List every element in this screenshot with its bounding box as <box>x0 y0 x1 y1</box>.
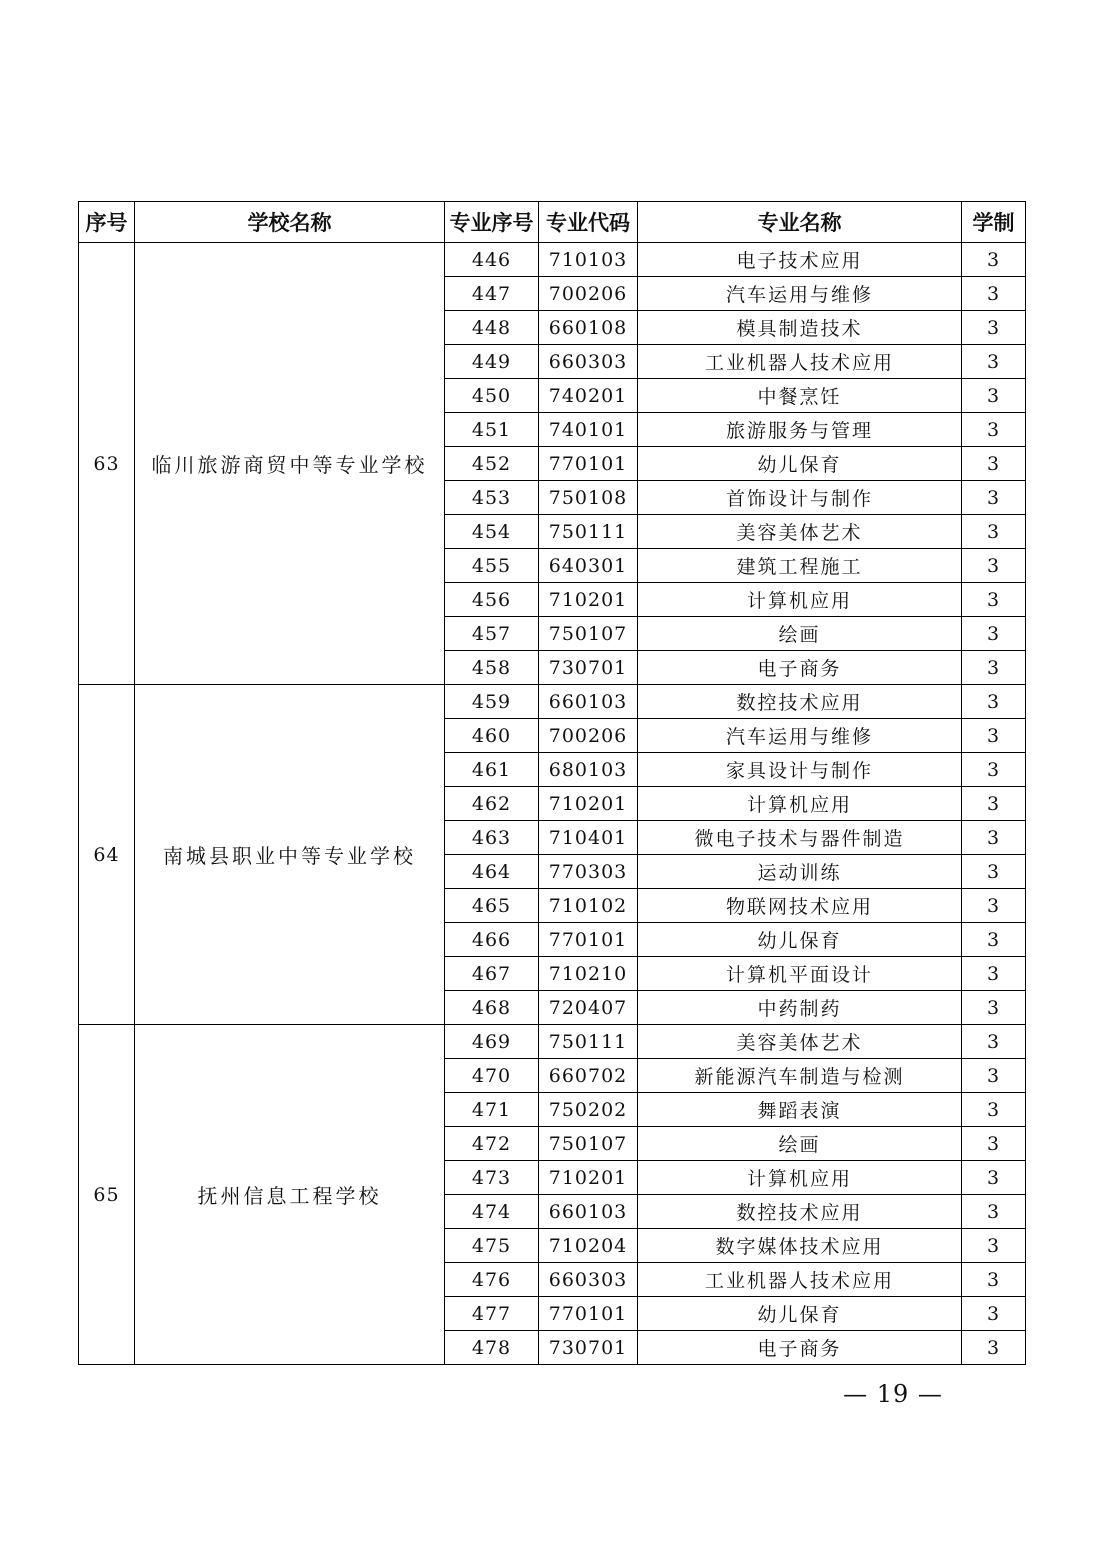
major-name-cell: 微电子技术与器件制造 <box>638 821 962 855</box>
major-index-cell: 457 <box>445 617 539 651</box>
major-index-cell: 471 <box>445 1093 539 1127</box>
major-code-cell: 660103 <box>539 1195 638 1229</box>
major-index-cell: 450 <box>445 379 539 413</box>
major-name-cell: 汽车运用与维修 <box>638 277 962 311</box>
major-name-cell: 绘画 <box>638 617 962 651</box>
major-code-cell: 710401 <box>539 821 638 855</box>
major-code-cell: 750202 <box>539 1093 638 1127</box>
duration-cell: 3 <box>962 957 1026 991</box>
major-code-cell: 740101 <box>539 413 638 447</box>
major-code-cell: 680103 <box>539 753 638 787</box>
major-index-cell: 456 <box>445 583 539 617</box>
major-code-cell: 770101 <box>539 923 638 957</box>
major-code-cell: 710201 <box>539 787 638 821</box>
duration-cell: 3 <box>962 277 1026 311</box>
major-code-cell: 770101 <box>539 447 638 481</box>
major-code-cell: 750111 <box>539 1025 638 1059</box>
major-code-cell: 700206 <box>539 719 638 753</box>
major-code-cell: 640301 <box>539 549 638 583</box>
major-name-cell: 美容美体艺术 <box>638 1025 962 1059</box>
major-index-cell: 476 <box>445 1263 539 1297</box>
major-index-cell: 464 <box>445 855 539 889</box>
duration-cell: 3 <box>962 1297 1026 1331</box>
major-index-cell: 472 <box>445 1127 539 1161</box>
duration-cell: 3 <box>962 787 1026 821</box>
major-code-cell: 770303 <box>539 855 638 889</box>
major-index-cell: 452 <box>445 447 539 481</box>
major-name-cell: 电子商务 <box>638 651 962 685</box>
major-name-cell: 数字媒体技术应用 <box>638 1229 962 1263</box>
major-index-cell: 448 <box>445 311 539 345</box>
major-index-cell: 449 <box>445 345 539 379</box>
school-name-cell: 南城县职业中等专业学校 <box>135 685 445 1025</box>
duration-cell: 3 <box>962 1127 1026 1161</box>
major-index-cell: 474 <box>445 1195 539 1229</box>
major-name-cell: 美容美体艺术 <box>638 515 962 549</box>
duration-cell: 3 <box>962 1263 1026 1297</box>
header-major-code: 专业代码 <box>539 202 638 243</box>
major-code-cell: 750111 <box>539 515 638 549</box>
major-code-cell: 660303 <box>539 345 638 379</box>
duration-cell: 3 <box>962 1195 1026 1229</box>
major-name-cell: 绘画 <box>638 1127 962 1161</box>
duration-cell: 3 <box>962 583 1026 617</box>
major-index-cell: 473 <box>445 1161 539 1195</box>
major-code-cell: 730701 <box>539 1331 638 1365</box>
duration-cell: 3 <box>962 617 1026 651</box>
major-name-cell: 数控技术应用 <box>638 685 962 719</box>
major-name-cell: 计算机应用 <box>638 1161 962 1195</box>
major-code-cell: 660303 <box>539 1263 638 1297</box>
major-name-cell: 物联网技术应用 <box>638 889 962 923</box>
major-code-cell: 710102 <box>539 889 638 923</box>
duration-cell: 3 <box>962 549 1026 583</box>
major-name-cell: 计算机平面设计 <box>638 957 962 991</box>
major-index-cell: 458 <box>445 651 539 685</box>
duration-cell: 3 <box>962 379 1026 413</box>
duration-cell: 3 <box>962 753 1026 787</box>
major-index-cell: 466 <box>445 923 539 957</box>
major-name-cell: 幼儿保育 <box>638 1297 962 1331</box>
major-code-cell: 770101 <box>539 1297 638 1331</box>
major-index-cell: 462 <box>445 787 539 821</box>
duration-cell: 3 <box>962 447 1026 481</box>
major-name-cell: 汽车运用与维修 <box>638 719 962 753</box>
duration-cell: 3 <box>962 1229 1026 1263</box>
table-body <box>79 243 1026 1365</box>
major-name-cell: 幼儿保育 <box>638 923 962 957</box>
major-name-cell: 中餐烹饪 <box>638 379 962 413</box>
major-index-cell: 461 <box>445 753 539 787</box>
major-name-cell: 建筑工程施工 <box>638 549 962 583</box>
page-number: — 19 — <box>843 1380 943 1408</box>
major-index-cell: 470 <box>445 1059 539 1093</box>
table-row <box>79 685 1026 719</box>
major-index-cell: 453 <box>445 481 539 515</box>
duration-cell: 3 <box>962 685 1026 719</box>
header-school: 学校名称 <box>135 202 445 243</box>
table-header-row <box>79 202 1026 243</box>
major-index-cell: 469 <box>445 1025 539 1059</box>
major-code-cell: 660103 <box>539 685 638 719</box>
duration-cell: 3 <box>962 991 1026 1025</box>
major-name-cell: 幼儿保育 <box>638 447 962 481</box>
major-code-cell: 710201 <box>539 583 638 617</box>
duration-cell: 3 <box>962 651 1026 685</box>
table-row <box>79 1025 1026 1059</box>
major-code-cell: 700206 <box>539 277 638 311</box>
major-name-cell: 舞蹈表演 <box>638 1093 962 1127</box>
school-name-cell: 临川旅游商贸中等专业学校 <box>135 243 445 685</box>
duration-cell: 3 <box>962 821 1026 855</box>
duration-cell: 3 <box>962 1331 1026 1365</box>
school-index-cell: 63 <box>79 243 135 685</box>
major-index-cell: 460 <box>445 719 539 753</box>
header-index: 序号 <box>79 202 135 243</box>
duration-cell: 3 <box>962 1025 1026 1059</box>
major-code-cell: 660702 <box>539 1059 638 1093</box>
major-code-cell: 710204 <box>539 1229 638 1263</box>
major-code-cell: 750107 <box>539 617 638 651</box>
header-major-name: 专业名称 <box>638 202 962 243</box>
major-name-cell: 旅游服务与管理 <box>638 413 962 447</box>
school-index-cell: 64 <box>79 685 135 1025</box>
major-code-cell: 710210 <box>539 957 638 991</box>
major-index-cell: 475 <box>445 1229 539 1263</box>
duration-cell: 3 <box>962 719 1026 753</box>
major-index-cell: 467 <box>445 957 539 991</box>
major-name-cell: 模具制造技术 <box>638 311 962 345</box>
major-code-cell: 730701 <box>539 651 638 685</box>
duration-cell: 3 <box>962 243 1026 277</box>
duration-cell: 3 <box>962 923 1026 957</box>
major-name-cell: 运动训练 <box>638 855 962 889</box>
major-code-cell: 740201 <box>539 379 638 413</box>
major-index-cell: 477 <box>445 1297 539 1331</box>
duration-cell: 3 <box>962 1059 1026 1093</box>
school-name-cell: 抚州信息工程学校 <box>135 1025 445 1365</box>
major-name-cell: 新能源汽车制造与检测 <box>638 1059 962 1093</box>
duration-cell: 3 <box>962 413 1026 447</box>
major-index-cell: 478 <box>445 1331 539 1365</box>
duration-cell: 3 <box>962 481 1026 515</box>
major-code-cell: 750107 <box>539 1127 638 1161</box>
duration-cell: 3 <box>962 311 1026 345</box>
major-index-cell: 465 <box>445 889 539 923</box>
major-code-cell: 710201 <box>539 1161 638 1195</box>
major-index-cell: 447 <box>445 277 539 311</box>
major-name-cell: 数控技术应用 <box>638 1195 962 1229</box>
duration-cell: 3 <box>962 515 1026 549</box>
major-name-cell: 计算机应用 <box>638 583 962 617</box>
header-duration: 学制 <box>962 202 1026 243</box>
major-code-cell: 660108 <box>539 311 638 345</box>
major-code-cell: 710103 <box>539 243 638 277</box>
duration-cell: 3 <box>962 855 1026 889</box>
major-index-cell: 468 <box>445 991 539 1025</box>
duration-cell: 3 <box>962 345 1026 379</box>
major-name-cell: 中药制药 <box>638 991 962 1025</box>
table-row <box>79 243 1026 277</box>
major-code-cell: 720407 <box>539 991 638 1025</box>
duration-cell: 3 <box>962 1093 1026 1127</box>
major-name-cell: 首饰设计与制作 <box>638 481 962 515</box>
major-index-cell: 454 <box>445 515 539 549</box>
major-index-cell: 459 <box>445 685 539 719</box>
major-name-cell: 计算机应用 <box>638 787 962 821</box>
major-name-cell: 电子商务 <box>638 1331 962 1365</box>
major-code-cell: 750108 <box>539 481 638 515</box>
major-name-cell: 电子技术应用 <box>638 243 962 277</box>
school-index-cell: 65 <box>79 1025 135 1365</box>
major-index-cell: 463 <box>445 821 539 855</box>
header-major-index: 专业序号 <box>445 202 539 243</box>
major-name-cell: 工业机器人技术应用 <box>638 1263 962 1297</box>
majors-table <box>78 201 1026 1365</box>
major-index-cell: 446 <box>445 243 539 277</box>
major-index-cell: 455 <box>445 549 539 583</box>
major-name-cell: 工业机器人技术应用 <box>638 345 962 379</box>
major-name-cell: 家具设计与制作 <box>638 753 962 787</box>
duration-cell: 3 <box>962 1161 1026 1195</box>
major-index-cell: 451 <box>445 413 539 447</box>
duration-cell: 3 <box>962 889 1026 923</box>
